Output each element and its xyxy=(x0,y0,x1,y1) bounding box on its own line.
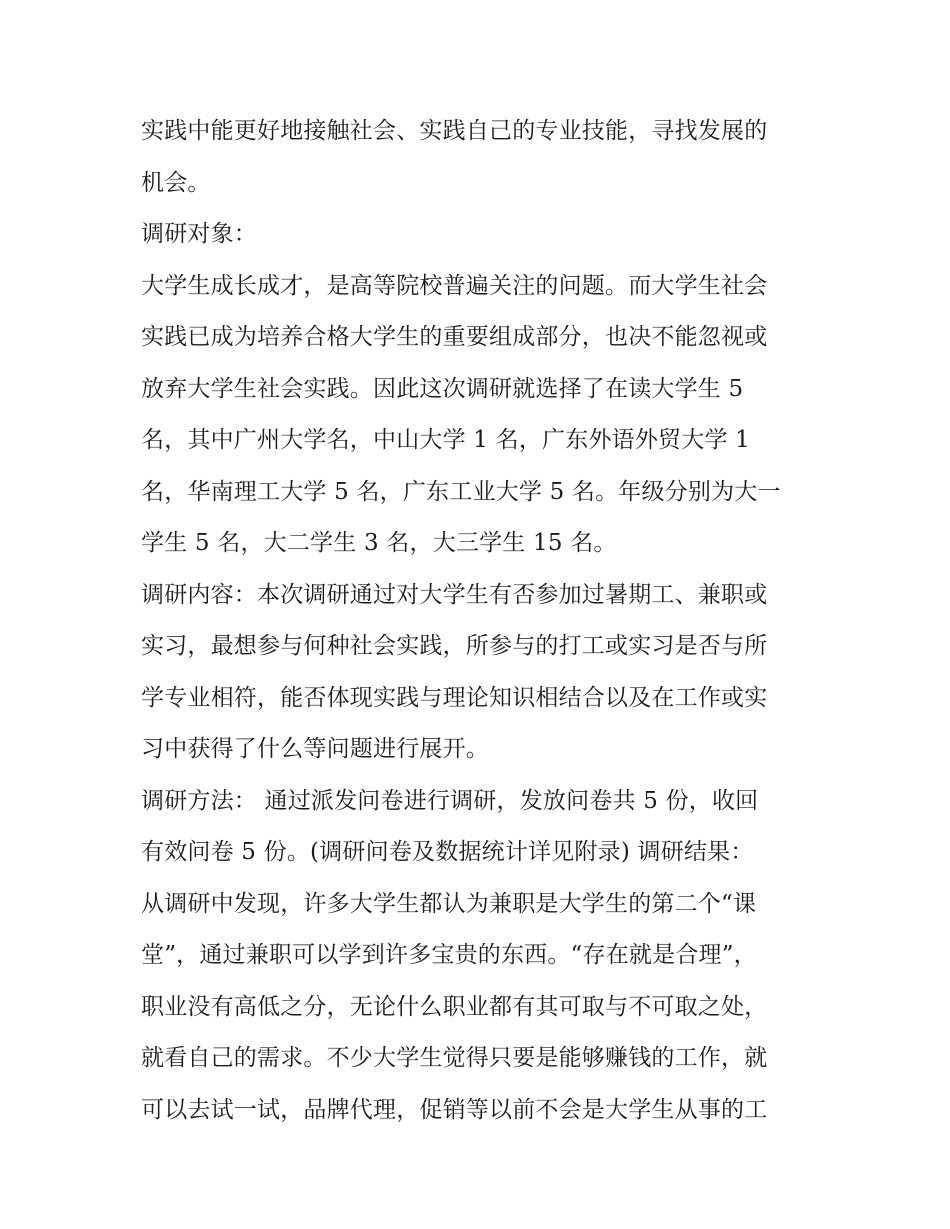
text-line: 名，华南理工大学 5 名，广东工业大学 5 名。年级分别为大一 xyxy=(141,478,781,505)
text-line: 调研方法： 通过派发问卷进行调研，发放问卷共 5 份，收回 xyxy=(141,787,759,814)
text-line: 实践中能更好地接触社会、实践自己的专业技能，寻找发展的 xyxy=(141,118,768,144)
text-line: 堂”，通过兼职可以学到许多宝贵的东西。“存在就是合理”， xyxy=(141,942,757,968)
text-line: 有效问卷 5 份。(调研问卷及数据统计详见附录) 调研结果： xyxy=(141,839,754,865)
text-line: 名，其中广州大学名，中山大学 1 名，广东外语外贸大学 1 xyxy=(141,427,750,453)
text-line: 放弃大学生社会实践。因此这次调研就选择了在读大学生 5 xyxy=(141,375,744,402)
text-line: 实践已成为培养合格大学生的重要组成部分，也决不能忽视或 xyxy=(141,324,768,350)
text-line: 职业没有高低之分，无论什么职业都有其可取与不可取之处， xyxy=(141,993,768,1020)
text-line: 习中获得了什么等问题进行展开。 xyxy=(141,736,489,762)
section-heading: 调研对象： xyxy=(141,221,257,247)
text-line: 学专业相符，能否体现实践与理论知识相结合以及在工作或实 xyxy=(141,684,768,711)
text-line: 实习，最想参与何种社会实践，所参与的打工或实习是否与所 xyxy=(141,633,768,659)
text-line: 可以去试一试，品牌代理，促销等以前不会是大学生从事的工 xyxy=(141,1096,768,1123)
text-line: 大学生成长成才，是高等院校普遍关注的问题。而大学生社会 xyxy=(141,272,768,299)
text-line: 学生 5 名，大二学生 3 名，大三学生 15 名。 xyxy=(141,530,617,556)
text-line: 机会。 xyxy=(141,169,211,196)
text-line: 调研内容：本次调研通过对大学生有否参加过暑期工、兼职或 xyxy=(141,581,768,608)
text-line: 就看自己的需求。不少大学生觉得只要是能够赚钱的工作，就 xyxy=(141,1045,768,1071)
text-line: 从调研中发现，许多大学生都认为兼职是大学生的第二个“课 xyxy=(141,890,757,917)
body-text xyxy=(141,106,821,1136)
